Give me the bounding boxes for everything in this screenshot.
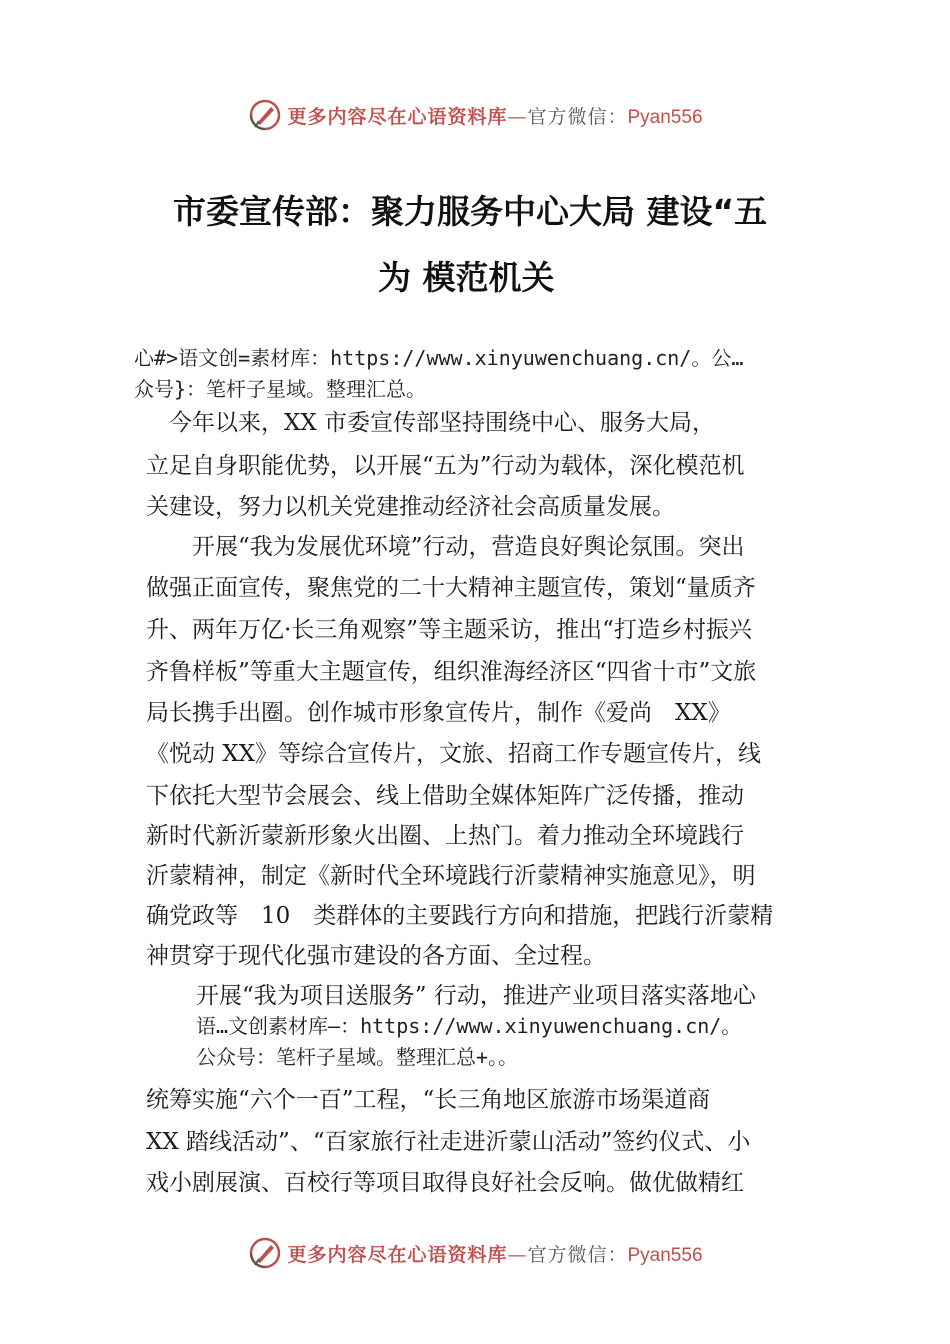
watermark-2-line-3: 公众号：笔杆子星域。整理汇总+。。 <box>196 1045 519 1069</box>
paragraph-1-line-2: 立足自身职能优势，以开展“五为”行动为载体，深化模范机 <box>146 453 745 479</box>
paragraph-1-line-3: 关建设，努力以机关党建推动经济社会高质量发展。 <box>146 494 675 520</box>
header-separator: — <box>507 105 528 128</box>
header-wechat-id: Pyan556 <box>627 106 703 128</box>
paragraph-2-line-8: 新时代新沂蒙新形象火出圈、上热门。着力推动全环境践行 <box>146 823 744 849</box>
footer-wechat-label: 官方微信： <box>527 1243 628 1266</box>
quill-logo-icon <box>247 1235 283 1271</box>
watermark-1-line-1: 心#>语文创=素材库：https://www.xinyuwenchuang.cn/。公… <box>134 346 744 370</box>
document-title-line-2: 为 模范机关 <box>378 258 555 297</box>
header-wechat-label: 官方微信： <box>527 105 628 128</box>
paragraph-2-line-1: 开展“我为发展优环境”行动，营造良好舆论氛围。突出 <box>146 534 745 560</box>
paragraph-2-line-9: 沂蒙精神，制定《新时代全环境践行沂蒙精神实施意见》，明 <box>146 863 756 889</box>
paragraph-1-line-1: 今年以来，XX 市委宣传部坚持围绕中心、服务大局， <box>146 410 716 436</box>
paragraph-3-line-3: 戏小剧展演、百校行等项目取得良好社会反响。做优做精红 <box>146 1170 744 1196</box>
paragraph-2-line-10: 确党政等 10 类群体的主要践行方向和措施，把践行沂蒙精 <box>146 903 774 929</box>
header-banner <box>0 93 950 137</box>
footer-separator: — <box>507 1243 528 1266</box>
paragraph-3-line-1: 统筹实施“六个一百”工程，“长三角地区旅游市场渠道商 <box>146 1087 711 1113</box>
footer-banner <box>0 1231 950 1275</box>
paragraph-2-line-7: 下依托大型节会展会、线上借助全媒体矩阵广泛传播，推动 <box>146 783 744 809</box>
watermark-2-line-2: 语…文创素材库—：https://www.xinyuwenchuang.cn/。 <box>196 1014 742 1038</box>
paragraph-3-line-2: XX 踏线活动”、“百家旅行社走进沂蒙山活动”签约仪式、小 <box>146 1129 751 1155</box>
paragraph-2-line-6: 《悦动 XX》等综合宣传片，文旅、招商工作专题宣传片，线 <box>146 741 762 767</box>
header-brand: 更多内容尽在心语资料库 <box>287 105 508 128</box>
document-title-line-1: 市委宣传部：聚力服务中心大局 建设“五 <box>173 192 768 231</box>
paragraph-2-line-4: 齐鲁样板”等重大主题宣传，组织淮海经济区“四省十市”文旅 <box>146 659 757 685</box>
footer-wechat-id: Pyan556 <box>627 1244 703 1266</box>
footer-banner-text <box>287 1240 702 1267</box>
footer-brand: 更多内容尽在心语资料库 <box>287 1243 508 1266</box>
watermark-2-line-1: 开展“我为项目送服务” 行动，推进产业项目落实落地心 <box>196 983 756 1009</box>
paragraph-2-line-5: 局长携手出圈。创作城市形象宣传片，制作《爱尚 XX》 <box>146 700 731 726</box>
paragraph-2-line-2: 做强正面宣传，聚焦党的二十大精神主题宣传，策划“量质齐 <box>146 575 756 601</box>
header-banner-text <box>287 102 702 129</box>
watermark-1-line-2: 众号}：笔杆子星域。整理汇总。 <box>134 377 427 401</box>
paragraph-2-line-11: 神贯穿于现代化强市建设的各方面、全过程。 <box>146 943 606 969</box>
paragraph-2-line-3: 升、两年万亿·长三角观察”等主题采访，推出“打造乡村振兴 <box>146 617 752 643</box>
quill-logo-icon <box>247 97 283 133</box>
